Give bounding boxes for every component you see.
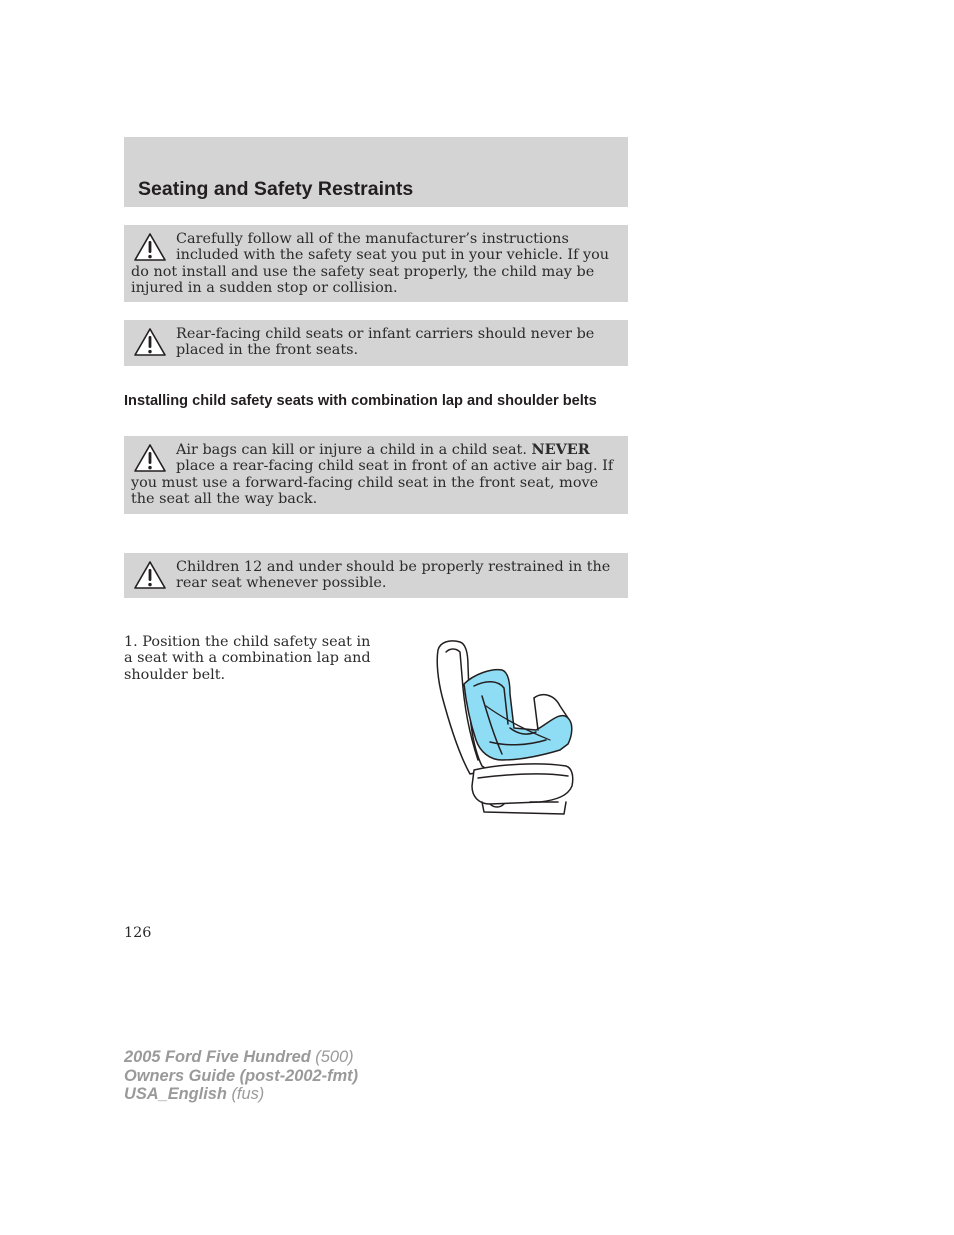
footer-line-3: USA_English (fus): [124, 1085, 265, 1103]
warning-text-part: Air bags can kill or injure a child in a child seat.: [176, 442, 532, 458]
warning-text: Children 12 and under should be properly restrained in the rear seat whenever possible.: [176, 559, 611, 592]
warning-text: [131, 442, 621, 508]
step-1-text: 1. Position the child safety seat in a seat with a combination lap and shoulder belt.: [124, 634, 371, 683]
warning-triangle-icon: [133, 327, 167, 357]
warning-box-children-rear-seat: [124, 553, 628, 598]
warning-emphasis: NEVER: [531, 441, 590, 458]
warning-text: Carefully follow all of the manufacturer’s instructions included with the safety seat you put in your vehicle. If you do not install and use the safety seat properly, the child may be injured in a sudden stop or collision.: [131, 231, 610, 297]
subheading-combination-belts: Installing child safety seats with combination lap and shoulder belts: [124, 393, 597, 409]
warning-triangle-icon: [133, 232, 167, 262]
section-title: Seating and Safety Restraints: [138, 178, 414, 200]
footer-line-2: Owners Guide (post-2002-fmt): [124, 1066, 359, 1085]
document-footer: [124, 1048, 358, 1104]
page-number: 126: [124, 925, 152, 941]
warning-box-air-bags: [124, 436, 628, 514]
warning-box-manufacturer-instructions: [124, 225, 628, 302]
warning-triangle-icon: [133, 443, 167, 473]
warning-box-rear-facing-front-seats: [124, 320, 628, 366]
warning-text-part: place a rear-facing child seat in front of an active air bag. If you must use a forward-facing child seat in the front seat, move the seat all the way back.: [131, 458, 614, 508]
child-seat-illustration: [430, 636, 580, 822]
warning-text: Rear-facing child seats or infant carriers should never be placed in the front seats.: [176, 326, 595, 359]
warning-triangle-icon: [133, 560, 167, 590]
section-header: [124, 137, 628, 207]
footer-line-1: 2005 Ford Five Hundred (500): [124, 1048, 354, 1066]
